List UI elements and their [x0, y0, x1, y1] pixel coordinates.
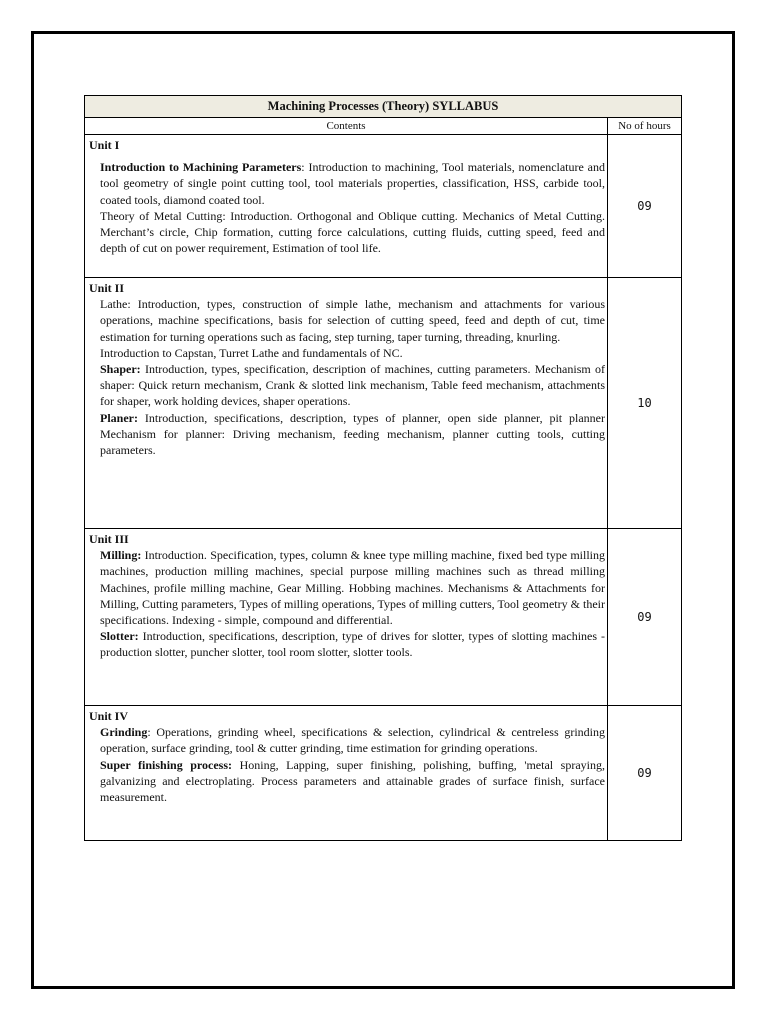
syllabus-table	[84, 95, 682, 841]
unit-4-body	[89, 724, 605, 805]
unit-label: Unit III	[89, 532, 129, 546]
unit-4-hours: 09	[608, 706, 682, 841]
unit-2-paragraph-3	[100, 361, 605, 410]
unit-3-hours: 09	[608, 529, 682, 706]
unit-label: Unit II	[89, 281, 125, 295]
unit-2-paragraph-4	[100, 410, 605, 459]
topic-text: Introduction, types, specification, description of machines, cutting parameters. Mechanism of shaper: Quick return mechanism, Crank & slotted link mechanism, Table feed mechanism, attachments for shaper, work holding devices, shaper operations.	[100, 362, 605, 409]
unit-3-contents	[85, 529, 608, 706]
unit-label: Unit I	[89, 138, 120, 152]
unit-4-paragraph-1	[100, 724, 605, 756]
hours-header: No of hours	[608, 118, 682, 135]
topic-heading: Super finishing process:	[100, 757, 233, 772]
topic-text: Honing, Lapping, super finishing, polishing, buffing, 'metal spraying, galvanizing and electroplating. Process parameters and attainable grades of surface finish, surface measurement.	[100, 757, 606, 805]
unit-label: Unit IV	[89, 709, 129, 723]
unit-4-contents	[85, 706, 608, 841]
table-row	[85, 135, 682, 278]
topic-text: : Introduction to machining, Tool materials, nomenclature and tool geometry of single point cutting tool, tool materials properties, classification, HSS, carbide tool, coated tools, diamond coated tool.	[100, 160, 605, 207]
table-row	[85, 278, 682, 529]
unit-2-contents	[85, 278, 608, 529]
unit-1-hours: 09	[608, 135, 682, 278]
topic-text: Introduction, specifications, description, type of drives for slotter, types of slotting machines -production slotter, puncher slotter, tool room slotter, slotter tools.	[100, 629, 605, 660]
contents-header: Contents	[85, 118, 608, 135]
topic-heading: Slotter:	[100, 629, 139, 644]
unit-1-paragraph-1	[100, 159, 605, 208]
table-row	[85, 529, 682, 706]
unit-3-paragraph-2	[100, 628, 605, 660]
unit-1-contents	[85, 135, 608, 278]
topic-heading: Grinding	[100, 725, 148, 740]
topic-heading: Introduction to Machining Parameters	[100, 160, 302, 175]
topic-text: Introduction. Specification, types, column & knee type milling machine, fixed bed type milling machines, production milling machines, special purpose milling machines such as thread milling Machines, profile milling machine, Gear Milling. Hobbing machines. Mechanisms & Attachments for Milling, Cutting parameters, Types of milling operations, Types of milling cutters, Tool geometry & their specifications. Indexing - simple, compound and differential.	[100, 548, 605, 628]
unit-3-body	[89, 547, 605, 660]
topic-text: : Operations, grinding wheel, specifications & selection, cylindrical & centreless grinding operation, surface grinding, tool & cutter grinding, time estimation for grinding operations.	[100, 725, 605, 756]
header-row	[85, 118, 682, 135]
topic-text: Introduction, specifications, description, types of planner, open side planner, pit planner Mechanism for planner: Driving mechanism, feeding mechanism, planner cutting tools, cutting parameters.	[100, 410, 605, 458]
unit-2-paragraph-2: Introduction to Capstan, Turret Lathe and fundamentals of NC.	[100, 345, 403, 360]
unit-2-paragraph-1: Lathe: Introduction, types, construction of simple lathe, mechanism and attachments for various operations, machine specifications, basis for selection of cutting speed, feed and depth of cut, time estimation for turning operations such as facing, step turning, taper turning, threading, knurling.	[100, 297, 605, 344]
unit-1-body	[89, 159, 605, 256]
topic-heading: Planer:	[100, 410, 138, 425]
unit-2-body	[89, 296, 605, 458]
topic-heading: Shaper:	[100, 362, 141, 377]
table-title: Machining Processes (Theory) SYLLABUS	[85, 96, 682, 118]
topic-heading: Milling:	[100, 548, 142, 563]
unit-4-paragraph-2	[100, 757, 605, 806]
unit-1-paragraph-2: Theory of Metal Cutting: Introduction. Orthogonal and Oblique cutting. Mechanics of Metal Cutting. Merchant’s circle, Chip formation, cutting force calculations, cutting fluids, cutting speed, feed and depth of cut on power requirement, Estimation of tool life.	[100, 208, 605, 256]
unit-2-hours: 10	[608, 278, 682, 529]
unit-3-paragraph-1	[100, 547, 605, 628]
table-row	[85, 706, 682, 841]
title-row	[85, 96, 682, 118]
